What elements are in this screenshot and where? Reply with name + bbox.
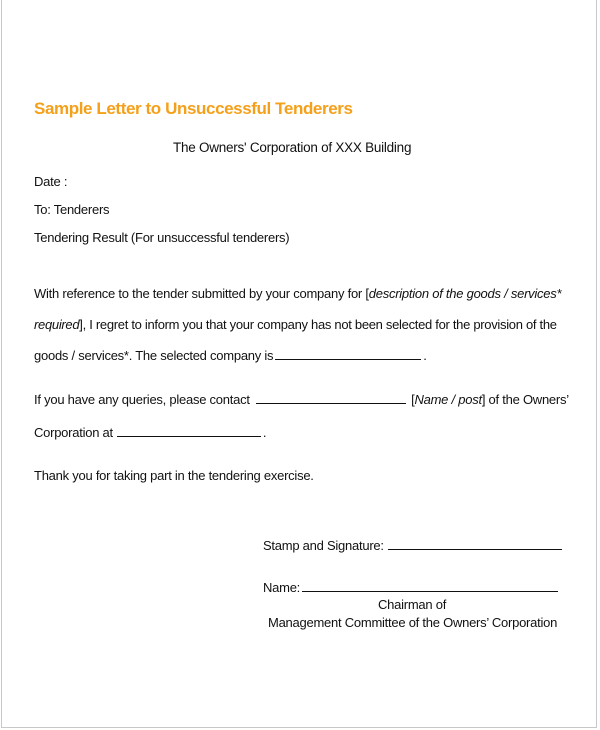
name-blank[interactable] <box>302 580 558 592</box>
text: ] of the Owners’ <box>481 392 569 407</box>
paragraph1-line1 <box>34 286 561 302</box>
text: ], I regret to inform you that your company has not been selected for the provision of the <box>79 317 557 332</box>
letter-heading: The Owners' Corporation of XXX Building <box>173 140 412 155</box>
document-title: Sample Letter to Unsuccessful Tenderers <box>34 99 353 118</box>
contact-blank[interactable] <box>256 392 406 404</box>
selected-company-blank[interactable] <box>275 348 421 360</box>
signature-blank[interactable] <box>388 538 562 550</box>
text: goods / services*. The selected company is <box>34 348 274 363</box>
text: Corporation at <box>34 425 113 440</box>
text: [ <box>411 392 415 407</box>
placeholder-text: required <box>34 317 80 332</box>
contact-details-blank[interactable] <box>117 425 261 437</box>
paragraph1-line2 <box>34 317 557 333</box>
text: With reference to the tender submitted by your company for [ <box>34 286 369 301</box>
stamp-signature-row <box>263 538 564 554</box>
name-label: Name: <box>263 580 301 595</box>
placeholder-text: Name / post <box>414 392 482 407</box>
paragraph2-line2 <box>34 425 266 441</box>
stamp-label: Stamp and Signature: <box>263 538 384 553</box>
role-line2: Management Committee of the Owners’ Corporation <box>268 615 558 630</box>
text: If you have any queries, please contact <box>34 392 250 407</box>
placeholder-text: description of the goods / services* <box>368 286 562 301</box>
recipient-line: To: Tenderers <box>34 202 110 217</box>
paragraph1-line3 <box>34 348 427 364</box>
thanks-line: Thank you for taking part in the tendering exercise. <box>34 468 314 483</box>
date-label: Date : <box>34 174 68 189</box>
paragraph2-line1 <box>34 392 569 408</box>
text: . <box>262 425 267 440</box>
name-row <box>263 580 560 596</box>
subject-line: Tendering Result (For unsuccessful tenderers) <box>34 230 290 245</box>
text: . <box>423 348 427 363</box>
role-line1: Chairman of <box>378 597 447 612</box>
